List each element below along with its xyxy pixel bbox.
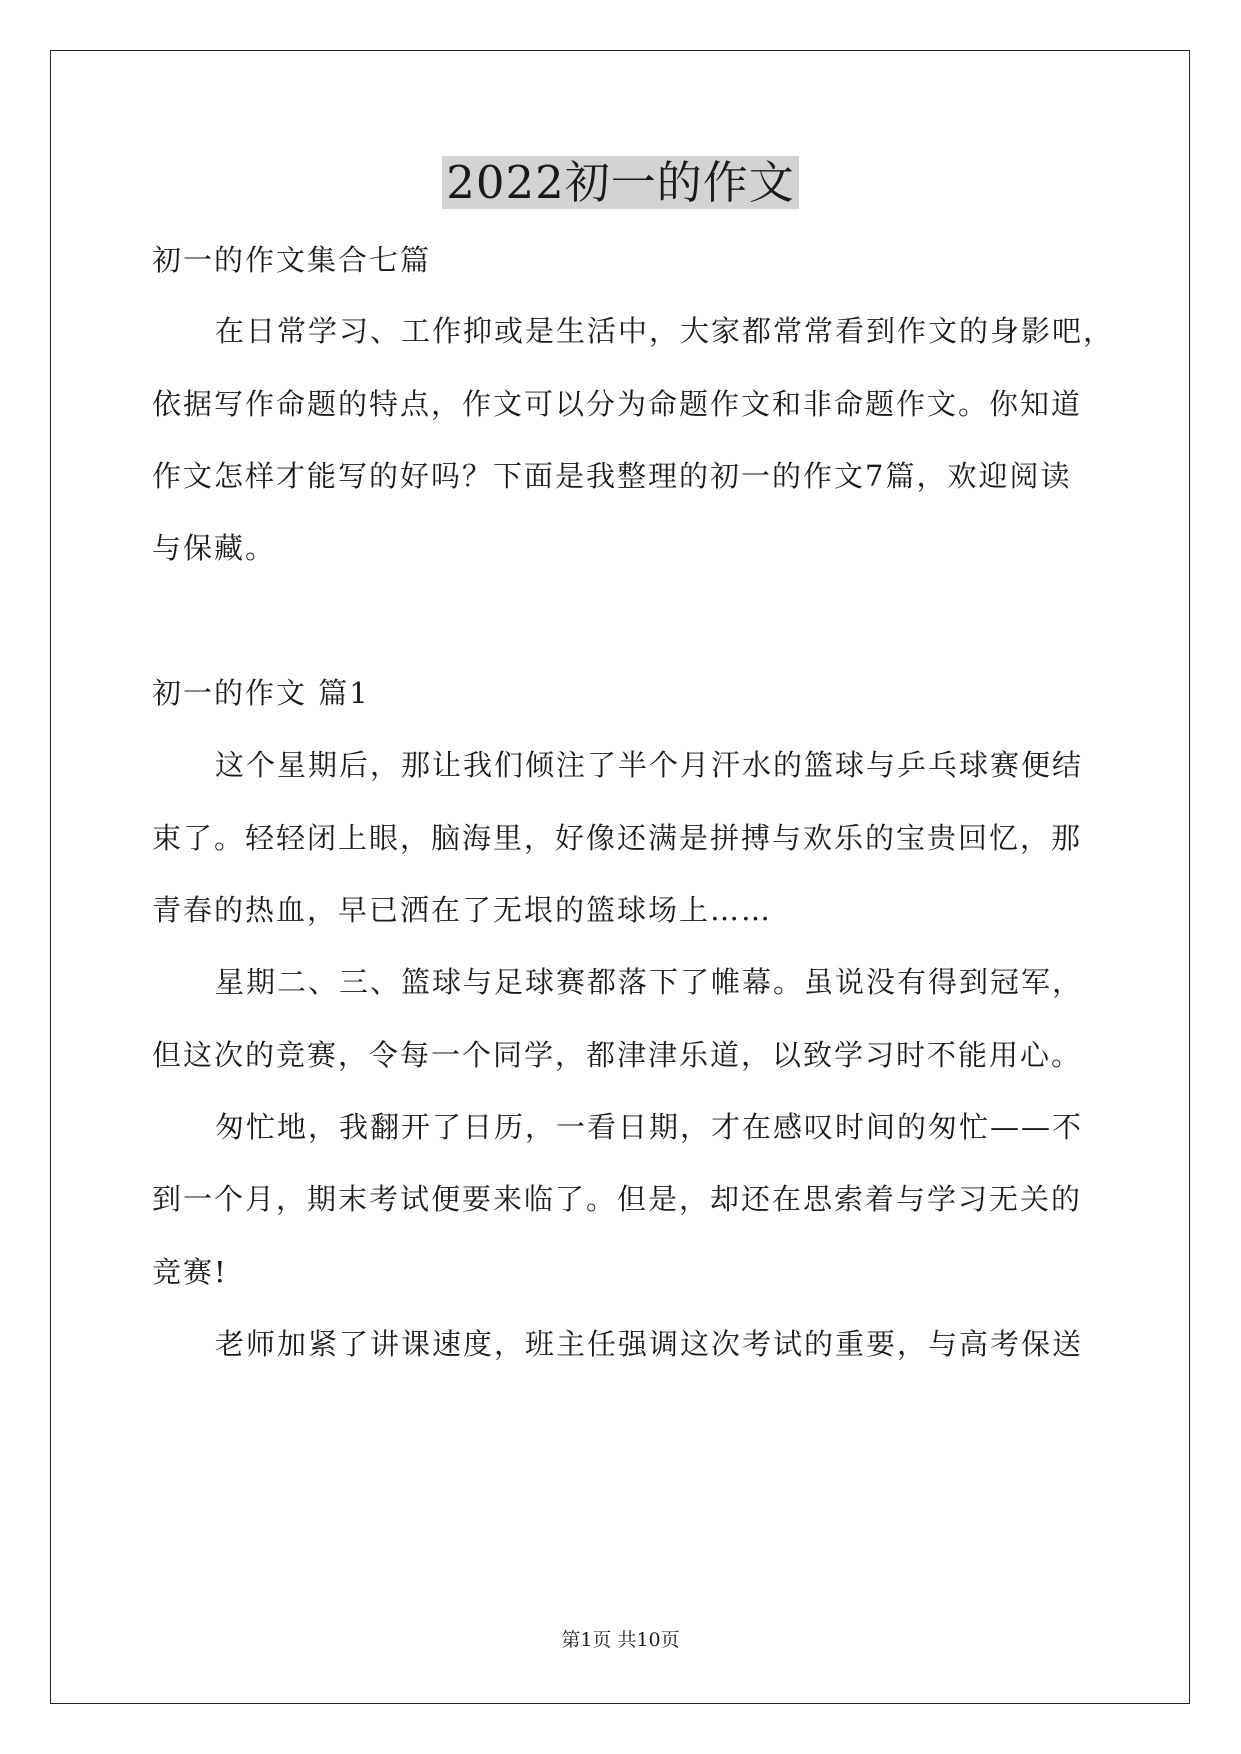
- body-line: 青春的热血，早已洒在了无垠的篮球场上……: [152, 893, 773, 927]
- intro-line: 作文怎样才能写的好吗？下面是我整理的初一的作文7篇，欢迎阅读: [152, 459, 1072, 493]
- subtitle: 初一的作文集合七篇: [152, 243, 432, 277]
- page-border: [50, 50, 1190, 1704]
- body-line: 星期二、三、篮球与足球赛都落下了帷幕。虽说没有得到冠军，: [215, 965, 1084, 999]
- section-heading: 初一的作文 篇1: [152, 676, 370, 710]
- intro-line: 在日常学习、工作抑或是生活中，大家都常常看到作文的身影吧，: [215, 314, 1115, 348]
- intro-line: 与保藏。: [152, 531, 277, 565]
- body-line: 到一个月，期末考试便要来临了。但是，却还在思索着与学习无关的: [152, 1182, 1083, 1216]
- body-line: 竞赛!: [152, 1255, 228, 1289]
- page-footer: 第1页 共10页: [561, 1629, 680, 1651]
- body-line: 匆忙地，我翻开了日历，一看日期，才在感叹时间的匆忙——不: [215, 1110, 1084, 1144]
- body-line: 这个星期后，那让我们倾注了半个月汗水的篮球与乒乓球赛便结: [215, 748, 1084, 782]
- body-line: 老师加紧了讲课速度，班主任强调这次考试的重要，与高考保送: [215, 1327, 1084, 1361]
- intro-line: 依据写作命题的特点，作文可以分为命题作文和非命题作文。你知道: [152, 387, 1083, 421]
- document-title-text: 2022初一的作文: [442, 156, 799, 209]
- document-title: [0, 153, 1241, 213]
- body-line: 但这次的竞赛，令每一个同学，都津津乐道，以致学习时不能用心。: [152, 1038, 1083, 1072]
- body-line: 束了。轻轻闭上眼，脑海里，好像还满是拼搏与欢乐的宝贵回忆，那: [152, 821, 1083, 855]
